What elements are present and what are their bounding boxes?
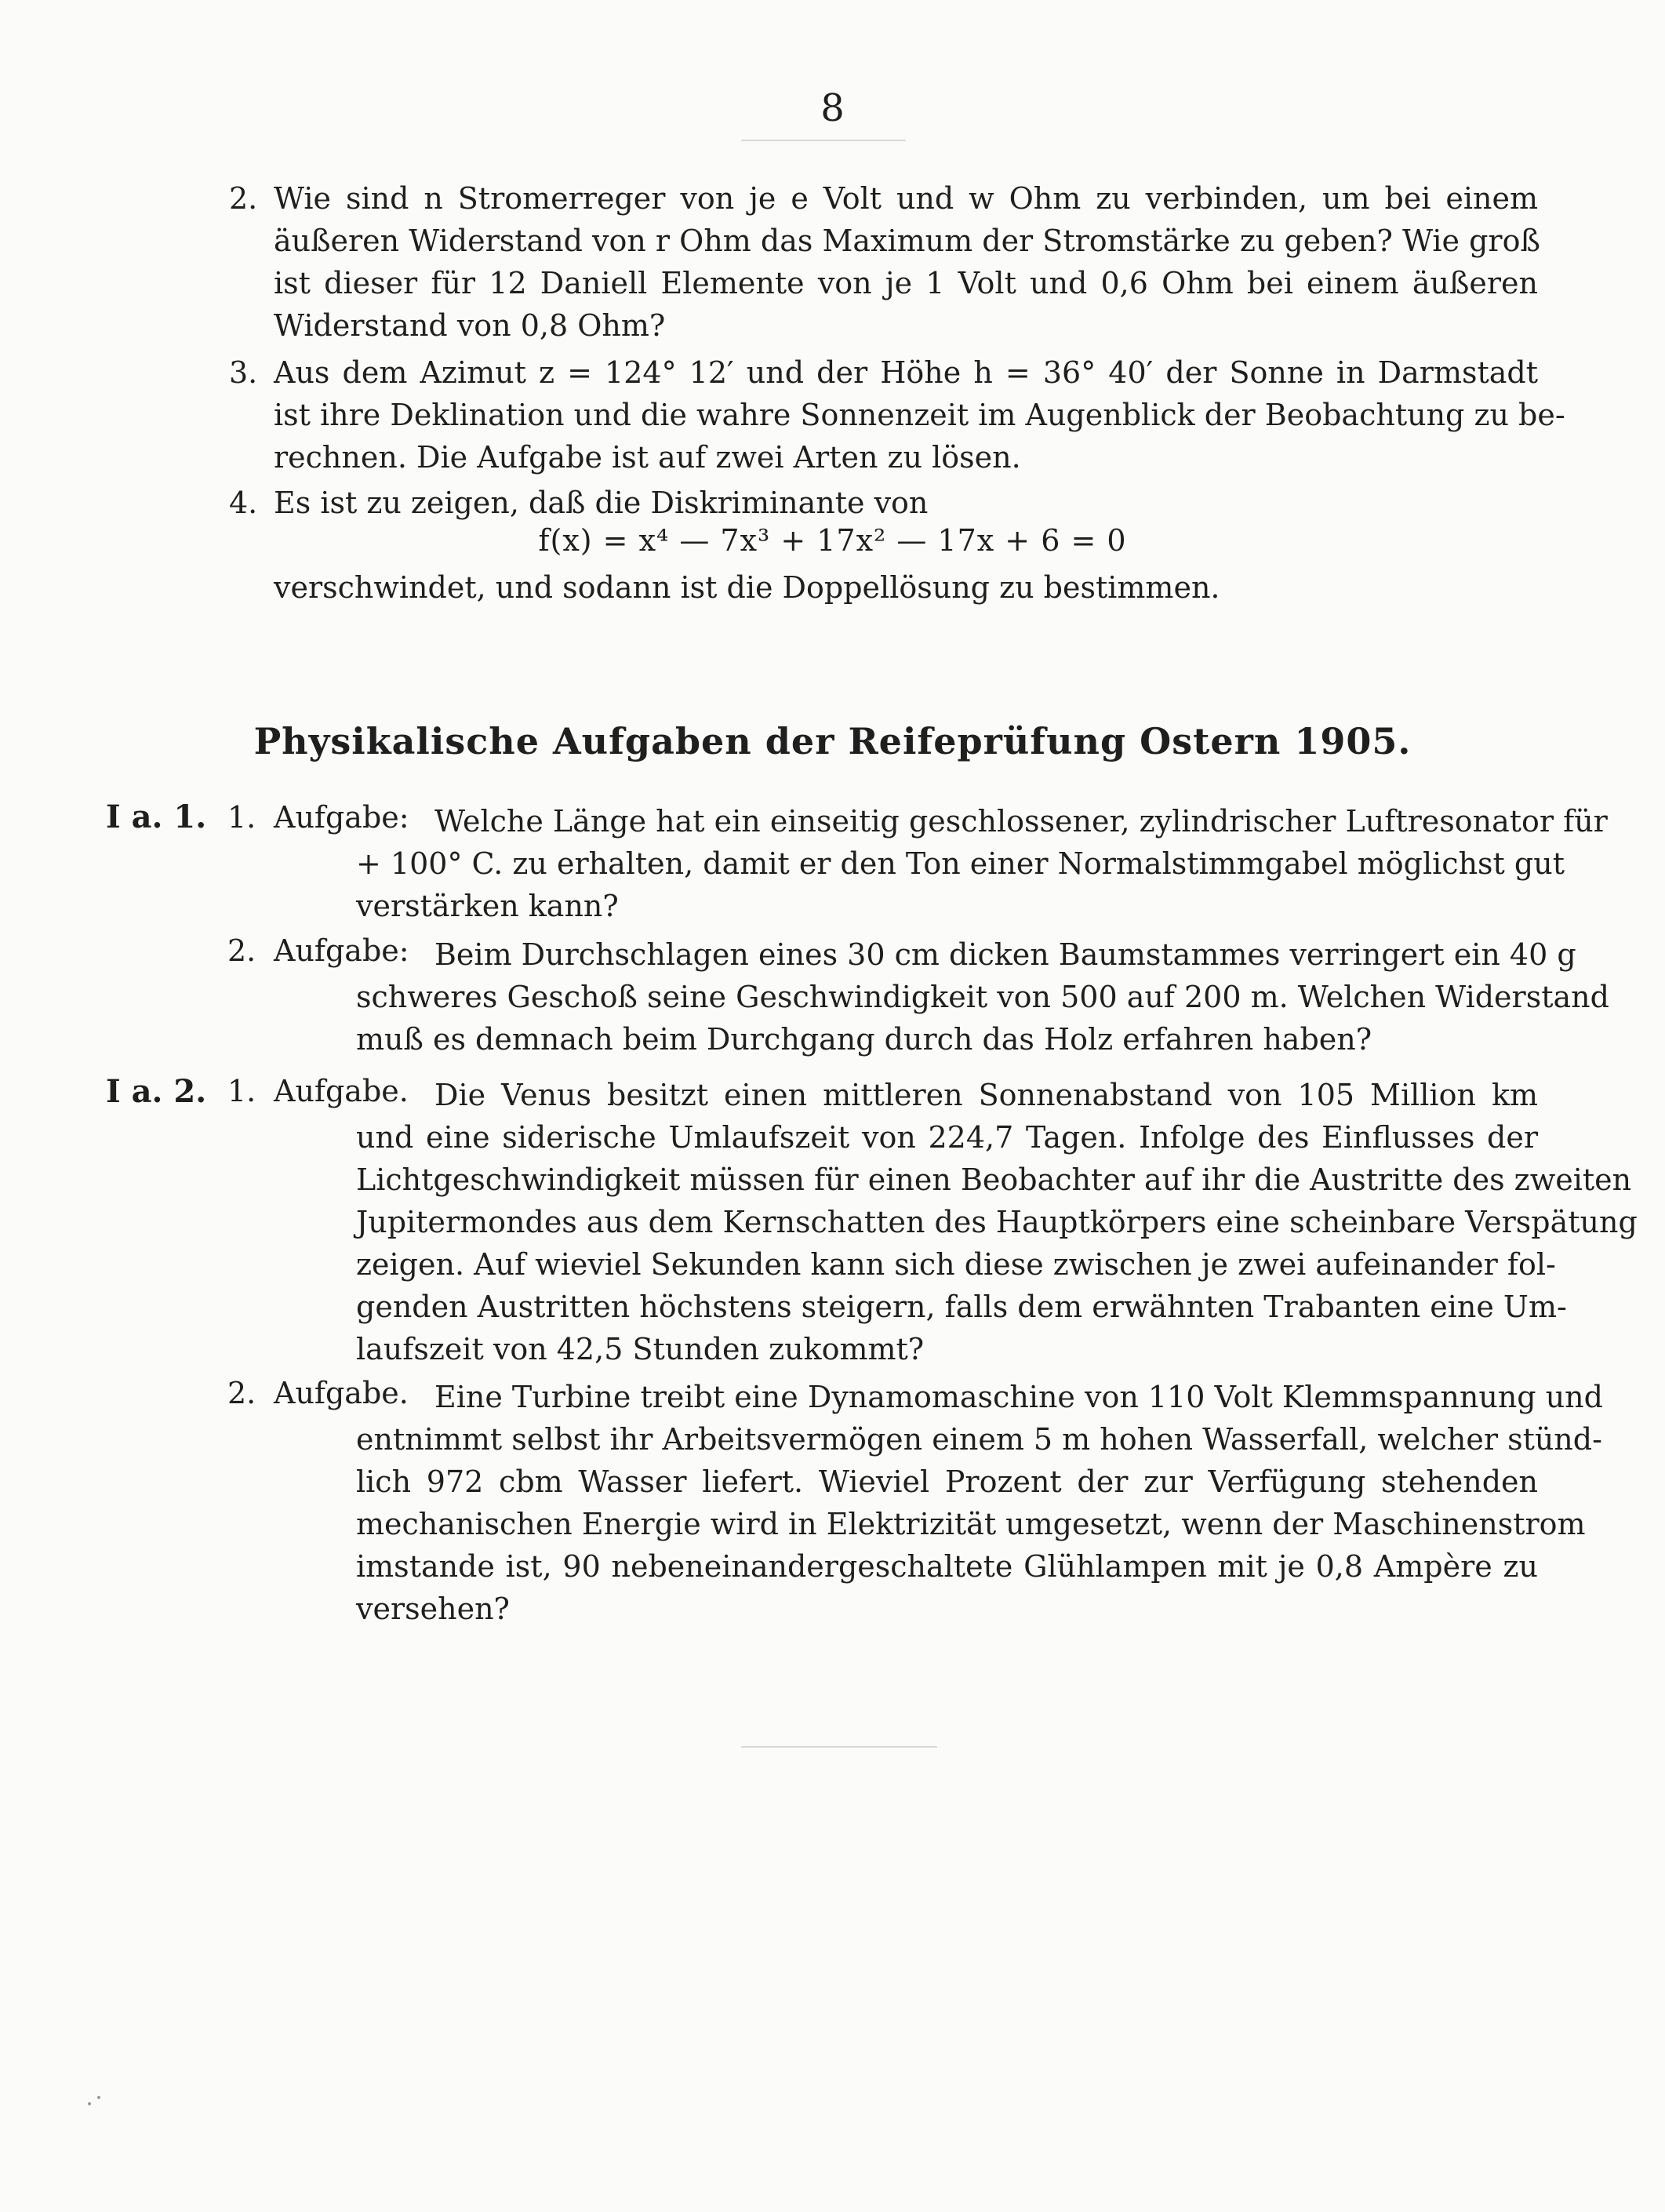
math-task-3 bbox=[229, 351, 1565, 478]
task-text bbox=[274, 1376, 1603, 1630]
text-line: laufszeit von 42,5 Stunden zukommt? bbox=[356, 1332, 925, 1366]
text-line: ist dieser für 12 Daniell Elemente von je 1 Volt und 0,6 Ohm bei einem äußeren bbox=[274, 266, 1538, 300]
text-line: verstärken kann? bbox=[356, 889, 619, 923]
task-text bbox=[274, 1074, 1638, 1370]
text-line: lich 972 cbm Wasser liefert. Wieviel Prozent der zur Verfügung stehenden bbox=[356, 1464, 1538, 1499]
text-line: Wie sind n Stromerreger von je e Volt und w Ohm zu verbinden, um bei einem bbox=[274, 181, 1538, 216]
bottom-rule bbox=[741, 1746, 937, 1748]
math-task-2 bbox=[229, 177, 1540, 347]
section-label-ia2: I a. 2. bbox=[106, 1073, 207, 1110]
text-line: Widerstand von 0,8 Ohm? bbox=[274, 308, 666, 343]
text-line: versehen? bbox=[356, 1592, 510, 1626]
task-heading: Aufgabe. bbox=[274, 1074, 409, 1108]
scan-speck bbox=[97, 2096, 100, 2099]
top-rule bbox=[741, 140, 906, 141]
text-line: und eine siderische Umlaufszeit von 224,7 Tagen. Infolge des Einflusses der bbox=[356, 1120, 1538, 1155]
task-number: 1. bbox=[227, 1074, 256, 1108]
text-line: ist ihre Deklination und die wahre Sonnenzeit im Augenblick der Beobachtung zu be- bbox=[274, 398, 1565, 432]
math-task-4 bbox=[229, 482, 1538, 524]
task-heading: Aufgabe: bbox=[274, 933, 409, 968]
task-text bbox=[274, 933, 1609, 1061]
task-number: 4. bbox=[229, 486, 258, 520]
math-task-4-conclusion bbox=[274, 566, 1538, 609]
text-line: entnimmt selbst ihr Arbeitsvermögen einem 5 m hohen Wasserfall, welcher stünd- bbox=[356, 1422, 1602, 1457]
task-heading: Aufgabe. bbox=[274, 1376, 409, 1410]
text-line: Lichtgeschwindigkeit müssen für einen Beobachter auf ihr die Austritte des zweiten bbox=[356, 1162, 1632, 1197]
text-line: Jupitermondes aus dem Kernschatten des Hauptkörpers eine scheinbare Verspätung bbox=[356, 1205, 1638, 1239]
text-line: äußeren Widerstand von r Ohm das Maximum der Stromstärke zu geben? Wie groß bbox=[274, 224, 1540, 258]
text-line: zeigen. Auf wieviel Sekunden kann sich diese zwischen je zwei aufeinander fol- bbox=[356, 1247, 1556, 1282]
task-number: 2. bbox=[227, 933, 256, 968]
task-number: 2. bbox=[229, 181, 258, 216]
text-line: mechanischen Energie wird in Elektrizität umgesetzt, wenn der Maschinenstrom bbox=[356, 1507, 1586, 1541]
text-line: + 100° C. zu erhalten, damit er den Ton einer Normalstimmgabel möglichst gut bbox=[356, 846, 1565, 881]
text-line: rechnen. Die Aufgabe ist auf zwei Arten zu lösen. bbox=[274, 440, 1021, 475]
text-line: Beim Durchschlagen eines 30 cm dicken Baumstammes verringert ein 40 g bbox=[434, 937, 1576, 972]
text-line: imstande ist, 90 nebeneinandergeschaltete Glühlampen mit je 0,8 Ampère zu bbox=[356, 1549, 1538, 1584]
polynomial-formula: f(x) = x⁴ — 7x³ + 17x² — 17x + 6 = 0 bbox=[538, 523, 1127, 558]
section-heading: Physikalische Aufgaben der Reifeprüfung Ostern 1905. bbox=[253, 720, 1412, 762]
task-text bbox=[274, 800, 1608, 927]
text-line: Aus dem Azimut z = 124° 12′ und der Höhe h = 36° 40′ der Sonne in Darmstadt bbox=[274, 355, 1538, 390]
text-line: Welche Länge hat ein einseitig geschlossener, zylindrischer Luftresonator für bbox=[434, 804, 1608, 839]
page-number: 8 bbox=[820, 86, 845, 130]
task-heading: Aufgabe: bbox=[274, 800, 409, 835]
scan-speck bbox=[88, 2102, 91, 2105]
text-line: Es ist zu zeigen, daß die Diskriminante von bbox=[274, 486, 929, 520]
text-line: verschwindet, und sodann ist die Doppellösung zu bestimmen. bbox=[274, 570, 1220, 605]
task-number: 3. bbox=[229, 355, 258, 390]
section-label-ia1: I a. 1. bbox=[106, 799, 207, 835]
text-line: Eine Turbine treibt eine Dynamomaschine von 110 Volt Klemmspannung und bbox=[434, 1380, 1603, 1414]
text-line: Die Venus besitzt einen mittleren Sonnenabstand von 105 Million km bbox=[434, 1078, 1538, 1112]
text-line: schweres Geschoß seine Geschwindigkeit von 500 auf 200 m. Welchen Widerstand bbox=[356, 980, 1609, 1014]
text-line: muß es demnach beim Durchgang durch das Holz erfahren haben? bbox=[356, 1022, 1372, 1057]
task-number: 2. bbox=[227, 1376, 256, 1410]
task-number: 1. bbox=[227, 800, 256, 835]
text-line: genden Austritten höchstens steigern, falls dem erwähnten Trabanten eine Um- bbox=[356, 1290, 1567, 1324]
